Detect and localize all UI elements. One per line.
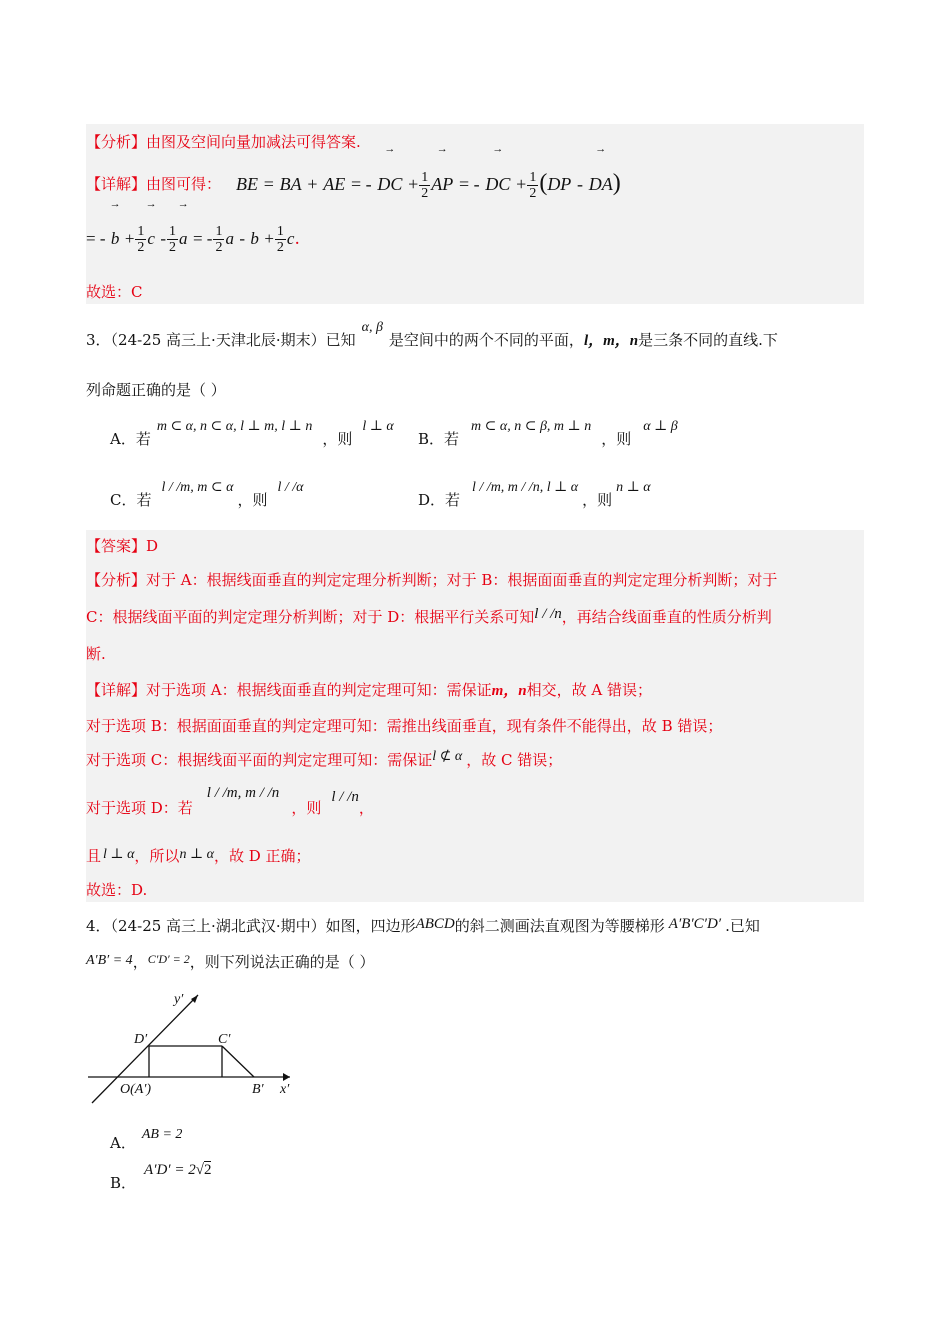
q3-answer: D (146, 537, 159, 555)
q3-detail-d-line (86, 785, 374, 819)
q3-option-a-label: A．若 (110, 430, 151, 448)
q3-stem-vars: α, β (361, 320, 383, 335)
q3-option-c-label: C．若 (110, 491, 152, 509)
q3-option-a-then: ，则 (322, 430, 353, 448)
q3-detail-b-line (86, 716, 722, 736)
q4-stem-suffix: .已知 (725, 917, 760, 935)
q3-answer-line (86, 536, 158, 556)
d-label: D′ (134, 1032, 148, 1047)
q3-analysis-l1: 对于 A：根据线面垂直的判定定理分析判断；对于 B：根据面面垂直的判定定理分析判断；对于 (146, 571, 778, 589)
q2-analysis-text: 由图及空间向量加减法可得答案. (146, 133, 361, 151)
q2-equation-1: BE = BA + AE = - → DC + $\frac{1}{2}$ → AP = - → DC + $\frac{1}{2}$ (DP - → DA) (236, 158, 621, 210)
q3-detail-e1: 且 (86, 847, 102, 865)
o-label: O(A′) (120, 1082, 152, 1097)
q2-solution-box (86, 124, 864, 304)
q2-analysis-line (86, 132, 361, 152)
q3-option-b[interactable] (418, 419, 678, 449)
q3-detail-a1: 对于选项 A：根据线面垂直的判定定理可知：需保证 (146, 681, 492, 699)
q3-stem-line2 (86, 380, 226, 400)
q3-analysis-l2a: C：根据线面平面的判定定理分析判断；对于 D：根据平行关系可知 (86, 608, 535, 626)
q3-detail-d-res: l / /n (331, 789, 359, 805)
q2-frac-1: $\frac{1}{2}$ (421, 169, 429, 201)
q3-stem-suffix: 是三条不同的直线.下 (638, 331, 778, 349)
q2-detail-tag: 【详解】 (86, 175, 147, 193)
q4-stem-trap: A′B′C′D′ (668, 916, 722, 932)
q3-option-d-cond: l / /m, m / /n, l ⊥ α (472, 480, 579, 495)
q4-stem-c1: A′B′ = 4 (86, 953, 133, 968)
q3-analysis-l2b: ，再结合线面垂直的性质分析判 (561, 608, 772, 626)
trapezoid-right (222, 1046, 254, 1077)
q3-option-a-cond: m ⊂ α, n ⊂ α, l ⊥ m, l ⊥ n (156, 419, 313, 434)
q4-option-a[interactable] (110, 1122, 183, 1152)
q3-option-d-then: ，则 (582, 491, 613, 509)
q4-figure (80, 985, 310, 1110)
q4-stem-sep: ， (132, 953, 148, 971)
q3-option-c-cond: l / /m, m ⊂ α (161, 480, 234, 495)
q3-option-b-result: α ⊥ β (643, 419, 678, 434)
q3-detail-d1: 对于选项 D：若 (86, 799, 193, 817)
q4-stem-line2 (86, 952, 375, 974)
q3-detail-d-cond: l / /m, m / /n (206, 785, 280, 801)
q3-stem-prefix: 3．（24-25 高三上·天津北辰·期末）已知 (86, 331, 356, 349)
q3-analysis-line2 (86, 607, 772, 628)
q4-stem-line1 (86, 916, 760, 937)
q3-option-c-then: ，则 (237, 491, 268, 509)
q4-stem-abcd: ABCD (415, 916, 455, 932)
q4-option-b-root: 2 (203, 1162, 212, 1178)
q3-detail-a-mn: m，n (491, 683, 527, 699)
q3-stem-lmn: l，m，n (583, 333, 639, 349)
q3-detail-d3: ， (358, 799, 374, 817)
q3-detail-e3: ，故 D 正确； (213, 847, 311, 865)
q3-detail-e-line (86, 846, 311, 868)
q3-option-a[interactable] (110, 419, 394, 449)
q3-choice-line (86, 880, 147, 900)
c-label: C′ (218, 1032, 231, 1047)
q3-option-b-label: B．若 (418, 430, 460, 448)
q3-analysis-l3: 断. (86, 645, 106, 663)
q3-detail-d2: ，则 (291, 799, 322, 817)
q2-frac-2: $\frac{1}{2}$ (529, 169, 537, 201)
q3-option-b-then: ，则 (601, 430, 632, 448)
q4-option-b[interactable] (110, 1158, 212, 1192)
y-label: y′ (174, 992, 184, 1007)
q4-option-b-label: B． (110, 1174, 137, 1192)
q3-option-c[interactable] (110, 480, 304, 510)
q3-option-d-label: D．若 (418, 491, 461, 509)
q3-detail-c1: 对于选项 C：根据线面平面的判定定理可知：需保证 (86, 751, 433, 769)
q4-stem-prefix: 4．（24-25 高三上·湖北武汉·期中）如图，四边形 (86, 917, 416, 935)
q3-detail-a2: 相交，故 A 错误； (526, 681, 653, 699)
q4-stem-tail: ，则下列说法正确的是（ ） (189, 953, 375, 971)
q3-solution-box (86, 530, 864, 902)
q2-choice-line (86, 282, 142, 302)
q4-stem-c2: C′D′ = 2 (147, 952, 190, 966)
q3-detail-c-m: l ⊄ α (432, 749, 463, 764)
q3-stem-mid: 是空间中的两个不同的平面， (388, 331, 584, 349)
q3-answer-tag: 【答案】 (86, 537, 147, 555)
q3-choice: 故选：D. (86, 881, 148, 899)
q3-stem-line2-text: 列命题正确的是（ ） (86, 381, 226, 399)
q3-detail-e2: ，所以 (134, 847, 180, 865)
q2-equation-2: = - → b + $\frac{1}{2}$ → c - $\frac{1}{2}$ → a = - $\frac{1}{2}$ a - b + $\frac{1}{2}$ c. (86, 214, 300, 264)
q2-analysis-tag: 【分析】 (86, 133, 147, 151)
q3-detail-c2: ，故 C 错误； (466, 751, 563, 769)
q3-detail-e-m2: n ⊥ α (179, 847, 214, 862)
q4-stem-mid: 的斜二测画法直观图为等腰梯形 (454, 917, 665, 935)
sqrt-icon: √ (195, 1162, 204, 1178)
q3-detail-c-line (86, 750, 562, 772)
q3-option-d-result: n ⊥ α (616, 480, 651, 495)
q3-option-c-result: l / /α (277, 480, 304, 495)
x-label: x′ (280, 1082, 290, 1097)
q3-analysis-l2m: l / /n (534, 606, 562, 622)
x-axis-arrow-icon (283, 1073, 290, 1081)
q4-option-a-label: A． (110, 1134, 136, 1152)
q3-detail-a-line (86, 680, 652, 701)
q2-detail-lead: 由图可得： (146, 175, 222, 193)
q4-option-b-expr: A′D′ = 2 (144, 1162, 196, 1178)
q3-option-a-result: l ⊥ α (362, 419, 394, 434)
q3-detail-tag: 【详解】 (86, 681, 147, 699)
q3-analysis-line1 (86, 570, 777, 590)
q2-detail-line (86, 174, 221, 194)
q3-analysis-tag: 【分析】 (86, 571, 147, 589)
q3-option-d[interactable] (418, 480, 651, 510)
q3-detail-b: 对于选项 B：根据面面垂直的判定定理可知：需推出线面垂直，现有条件不能得出，故 B 错误； (86, 717, 723, 735)
q3-option-b-cond: m ⊂ α, n ⊂ β, m ⊥ n (471, 419, 592, 434)
q3-analysis-line3 (86, 644, 106, 664)
q2-choice: 故选：C (86, 283, 143, 301)
q4-option-a-expr: AB = 2 (141, 1127, 183, 1142)
q3-stem-line1 (86, 320, 778, 352)
b-label: B′ (252, 1082, 264, 1097)
q3-detail-e-m1: l ⊥ α (103, 847, 135, 862)
